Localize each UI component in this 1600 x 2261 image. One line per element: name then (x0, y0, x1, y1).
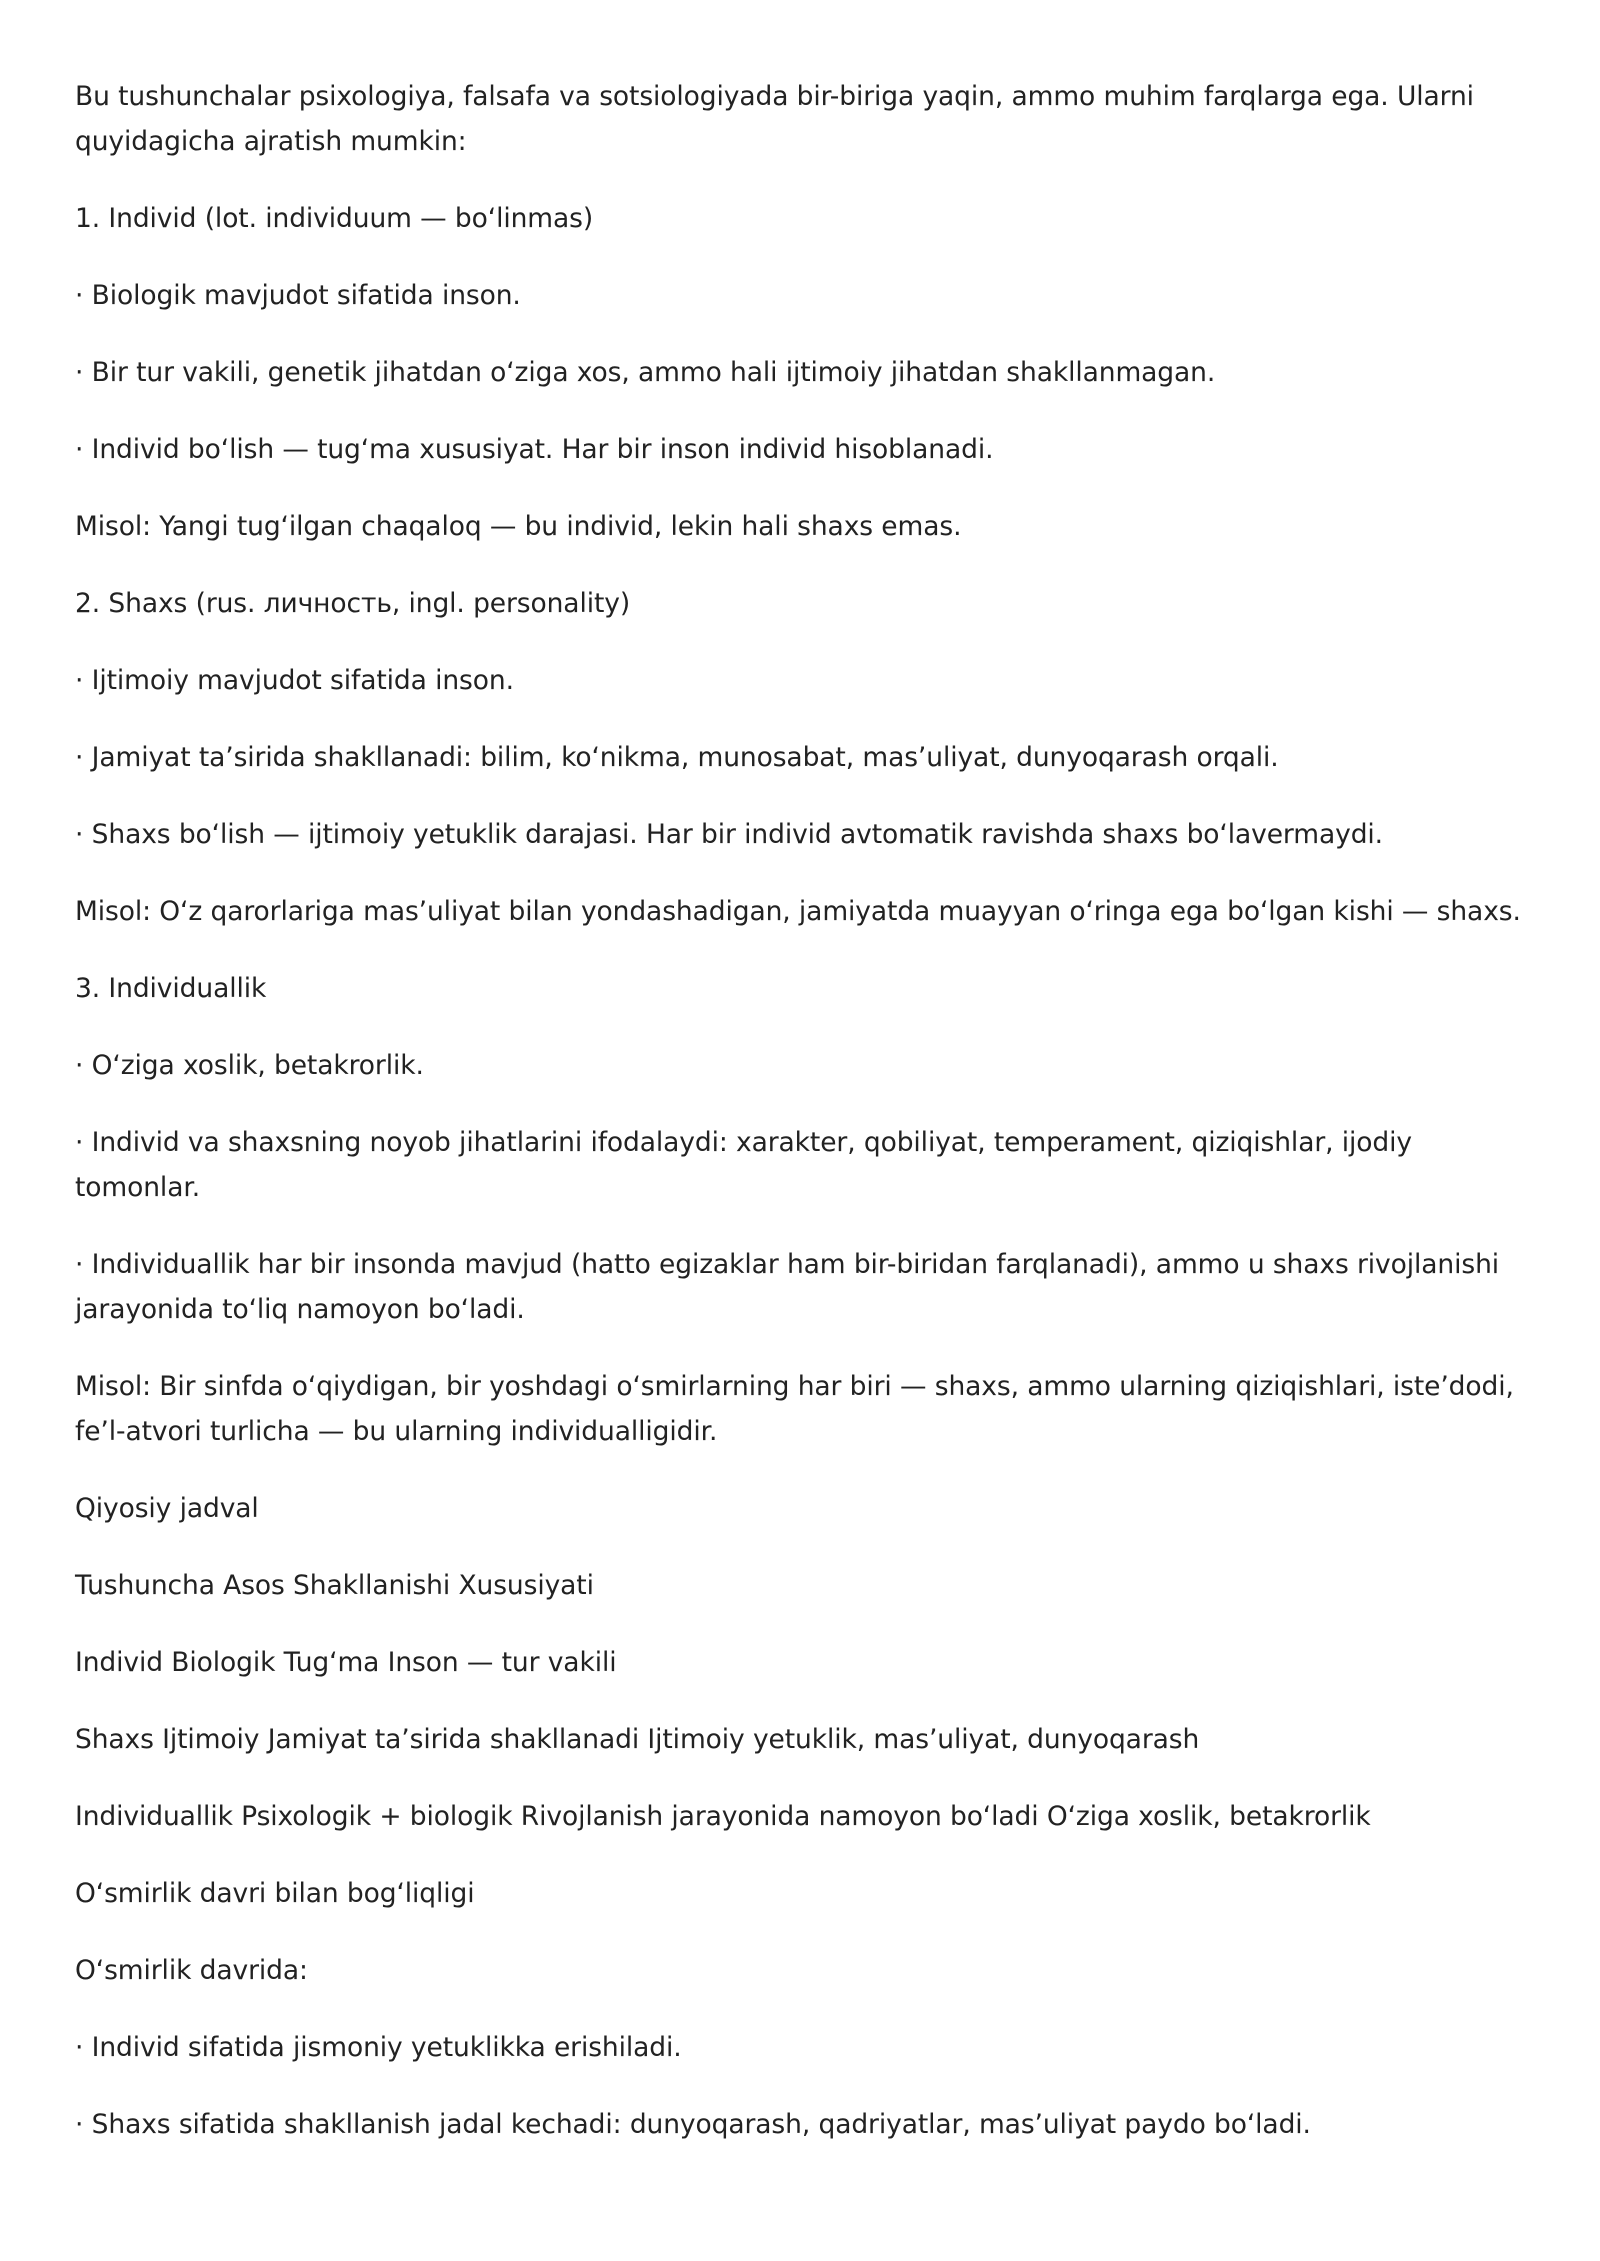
bullet-item: · Jamiyat ta’sirida shakllanadi: bilim, ko‘nikma, munosabat, mas’uliyat, dunyoqarash orqali. (75, 742, 1279, 773)
comparison-table-row: Individuallik Psixologik + biologik Rivojlanish jarayonida namoyon bo‘ladi O‘ziga xoslik, betakrorlik (75, 1801, 1371, 1832)
bullet-item: · Shaxs sifatida shakllanish jadal kechadi: dunyoqarash, qadriyatlar, mas’uliyat paydo bo‘ladi. (75, 2109, 1311, 2140)
comparison-table-row: Individ Biologik Tug‘ma Inson — tur vakili (75, 1647, 617, 1678)
comparison-table-header: Tushuncha Asos Shakllanishi Xususiyati (75, 1570, 594, 1601)
example-paragraph: Misol: O‘z qarorlariga mas’uliyat bilan yondashadigan, jamiyatda muayyan o‘ringa ega bo‘lgan kishi — shaxs. (75, 896, 1521, 927)
comparison-table-title: Qiyosiy jadval (75, 1493, 259, 1524)
bullet-item: · Shaxs bo‘lish — ijtimoiy yetuklik darajasi. Har bir individ avtomatik ravishda shaxs bo‘lavermaydi. (75, 819, 1384, 850)
bullet-item: · Individ bo‘lish — tug‘ma xususiyat. Har bir inson individ hisoblanadi. (75, 434, 994, 465)
example-paragraph: Misol: Bir sinfda o‘qiydigan, bir yoshdagi o‘smirlarning har biri — shaxs, ammo ularning qiziqishlari, iste’dodi, fe’l-atvori turlicha — bu ularning individualligidir. (75, 1371, 1514, 1447)
bullet-item: · Biologik mavjudot sifatida inson. (75, 280, 521, 311)
intro-paragraph: Bu tushunchalar psixologiya, falsafa va sotsiologiyada bir-biriga yaqin, ammo muhim farqlarga ega. Ularni quyidagicha ajratish mumkin: (75, 81, 1474, 157)
bullet-item: · O‘ziga xoslik, betakrorlik. (75, 1050, 424, 1081)
comparison-table-row: Shaxs Ijtimoiy Jamiyat ta’sirida shakllanadi Ijtimoiy yetuklik, mas’uliyat, dunyoqarash (75, 1724, 1200, 1755)
section-heading-individ: 1. Individ (lot. individuum — bo‘linmas) (75, 203, 594, 234)
example-paragraph: Misol: Yangi tug‘ilgan chaqaloq — bu individ, lekin hali shaxs emas. (75, 511, 962, 542)
document-page (75, 74, 1535, 2179)
bullet-item: · Bir tur vakili, genetik jihatdan o‘ziga xos, ammo hali ijtimoiy jihatdan shakllanmagan. (75, 357, 1216, 388)
osmirlik-intro: O‘smirlik davrida: (75, 1955, 308, 1986)
bullet-item: · Individ sifatida jismoniy yetuklikka erishiladi. (75, 2032, 682, 2063)
bullet-item: · Individ va shaxsning noyob jihatlarini ifodalaydi: xarakter, qobiliyat, temperament, qiziqishlar, ijodiy tomonlar. (75, 1127, 1412, 1203)
section-heading-individuallik: 3. Individuallik (75, 973, 267, 1004)
bullet-item: · Individuallik har bir insonda mavjud (hatto egizaklar ham bir-biridan farqlanadi), ammo u shaxs rivojlanishi jarayonida to‘liq namoyon bo‘ladi. (75, 1249, 1500, 1325)
section-heading-osmirlik: O‘smirlik davri bilan bog‘liqligi (75, 1878, 475, 1909)
bullet-item: · Ijtimoiy mavjudot sifatida inson. (75, 665, 514, 696)
section-heading-shaxs: 2. Shaxs (rus. личность, ingl. personality) (75, 588, 631, 619)
